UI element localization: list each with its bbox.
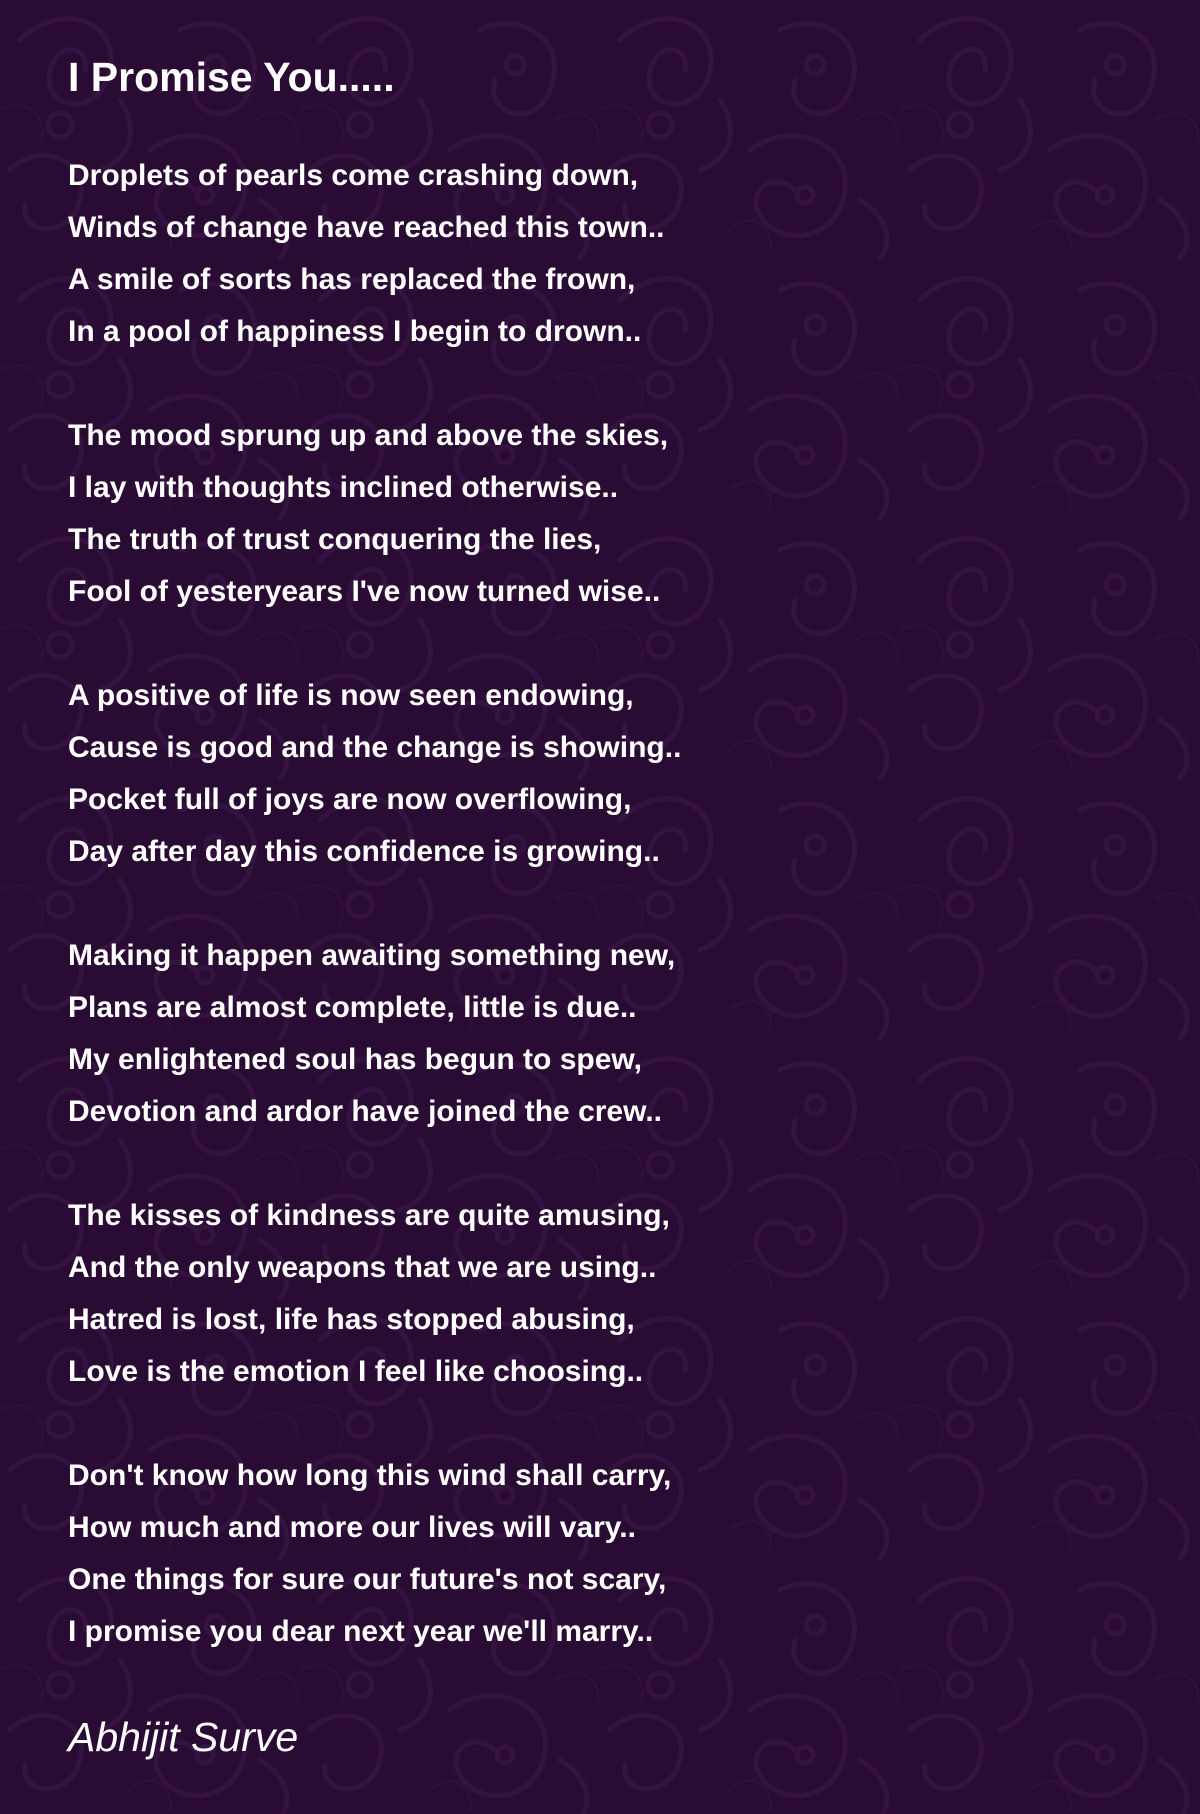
poem-title: I Promise You..... [68, 54, 395, 100]
poem-line: I promise you dear next year we'll marry.. [68, 1615, 654, 1648]
poem-line: Winds of change have reached this town.. [68, 211, 665, 244]
poem-body [68, 150, 1168, 1710]
poem-line: Love is the emotion I feel like choosing.. [68, 1355, 644, 1388]
stanza [68, 1190, 1168, 1398]
poem-line: The kisses of kindness are quite amusing, [68, 1199, 670, 1232]
poem-line: I lay with thoughts inclined otherwise.. [68, 471, 619, 504]
poem-line: Hatred is lost, life has stopped abusing, [68, 1303, 635, 1336]
poem-line: A positive of life is now seen endowing, [68, 679, 634, 712]
poem-line: And the only weapons that we are using.. [68, 1251, 657, 1284]
poem-line: Don't know how long this wind shall carry, [68, 1459, 672, 1492]
poem-author: Abhijit Surve [68, 1714, 299, 1760]
stanza [68, 150, 1168, 358]
poem-line: The truth of trust conquering the lies, [68, 523, 602, 556]
poem-line: Making it happen awaiting something new, [68, 939, 676, 972]
poem-line: Droplets of pearls come crashing down, [68, 159, 639, 192]
poem-line: How much and more our lives will vary.. [68, 1511, 636, 1544]
poem-line: Plans are almost complete, little is due.. [68, 991, 637, 1024]
poem-line: Pocket full of joys are now overflowing, [68, 783, 632, 816]
stanza [68, 1450, 1168, 1658]
poem-line: My enlightened soul has begun to spew, [68, 1043, 642, 1076]
poem-line: Fool of yesteryears I've now turned wise.. [68, 575, 661, 608]
poem-line: Day after day this confidence is growing.. [68, 835, 660, 868]
poem-line: A smile of sorts has replaced the frown, [68, 263, 636, 296]
poem-line: Devotion and ardor have joined the crew.. [68, 1095, 663, 1128]
poem-line: The mood sprung up and above the skies, [68, 419, 669, 452]
stanza [68, 670, 1168, 878]
stanza [68, 930, 1168, 1138]
stanza [68, 410, 1168, 618]
poem-line: Cause is good and the change is showing.. [68, 731, 682, 764]
poem-line: In a pool of happiness I begin to drown.. [68, 315, 642, 348]
poem-line: One things for sure our future's not scary, [68, 1563, 667, 1596]
